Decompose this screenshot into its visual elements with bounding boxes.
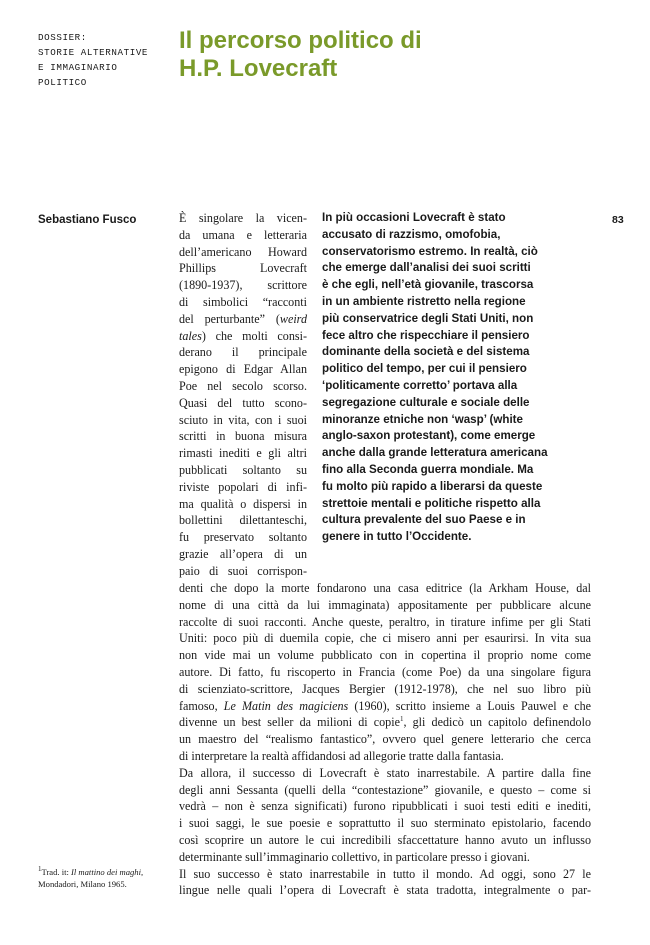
title-line: Il percorso politico di (179, 27, 422, 54)
body-line: grazie all’opera di un (179, 546, 307, 561)
lead-line: fu molto più rapido a liberarsi da queste (322, 479, 543, 493)
body-line: nome di una città da lui immaginata) appositamente per pubblicare alcune (179, 597, 591, 612)
kicker-line: POLITICO (38, 77, 87, 88)
body-line: tales) che molti consi- (179, 328, 307, 343)
body-line: così scoprire un autore le cui incredibili sfaccettature hanno avuto un influsso (179, 832, 591, 847)
body-line: i suoi saggi, le sue poesie e soprattutto il suo sterminato epistolario, facendo (179, 816, 591, 831)
body-line: pubblicati soltanto su (179, 462, 307, 477)
body-line: di interpretare la realtà affidandosi ad allegorie tratte dalla fantasia. (179, 748, 504, 763)
footnote-ref: 1 (399, 715, 404, 724)
footnote-line: Mondadori, Milano 1965. (38, 879, 127, 889)
section-kicker (38, 30, 173, 90)
lead-line: cultura prevalente del suo Paese e in (322, 513, 526, 527)
lead-line: dominante della società e del sistema (322, 345, 530, 359)
footnote (38, 866, 173, 890)
body-line: un maestro del “realismo fantastico”, ovvero quel genere letterario che cerca (179, 732, 591, 747)
body-line: dell’americano Howard (179, 244, 307, 259)
body-line: epigono di Edgar Allan (179, 362, 307, 377)
lead-line: anche dalla grande letteratura americana (322, 446, 548, 460)
lead-line: genere in tutto l’Occidente. (322, 530, 472, 544)
body-line: di scienziato-scrittore, Jacques Bergier (1912-1978), che nel suo libro più (179, 681, 591, 696)
body-line: (1890-1937), scrittore (179, 278, 307, 293)
body-line: divenne un best seller da milioni di copie$^1$, gli dedicò un capitolo definendolo (179, 715, 591, 730)
body-line: vedrà – non è senza significati) furono ripubblicati i suoi testi editi e inediti, (179, 799, 591, 814)
body-line: lingue nelle quali l’opera di Lovecraft è stata tradotta, integralmente o par- (179, 883, 591, 898)
body-line: fu preservato soltanto (179, 530, 307, 545)
body-line: Da allora, il successo di Lovecraft è stato inarrestabile. A partire dalla fine (179, 765, 591, 780)
body-column-narrow (179, 210, 307, 580)
body-line: È singolare la vicen- (179, 211, 307, 225)
body-line: Uniti: poco più di duemila copie, che ci misero anni per esaurirsi. In vita sua (179, 631, 591, 646)
lead-line: strettoie mentali e politiche rispetto alla (322, 496, 541, 510)
body-column-wide (179, 580, 591, 899)
author-name: Sebastiano Fusco (38, 214, 137, 226)
body-line: Il suo successo è stato inarrestabile in tutto il mondo. Ad oggi, sono 27 le (179, 866, 591, 881)
body-line: di simbolici “racconti (179, 294, 307, 309)
body-line: raccolte di suoi racconti. Anche queste, peraltro, in tirature infime per gli Stati (179, 614, 591, 629)
body-line: bollettini dilettanteschi, (179, 513, 307, 528)
lead-line: più conservatrice degli Stati Uniti, non (322, 311, 534, 325)
lead-paragraph (322, 210, 592, 546)
body-line: scritti in buona misura (179, 429, 307, 444)
lead-line: minoranze etniche non ‘wasp’ (white (322, 412, 523, 426)
body-line: non vide mai un volume pubblicato con in copertina il proprio nome come (179, 648, 591, 663)
body-line: da umana e letteraria (179, 227, 307, 242)
body-line: Quasi del tutto scono- (179, 395, 307, 410)
body-line: Phillips Lovecraft (179, 261, 307, 276)
lead-line: ‘politicamente corretto’ portava alla (322, 378, 518, 392)
body-line: derano il principale (179, 345, 307, 360)
kicker-line: E IMMAGINARIO (38, 62, 118, 73)
page-number: 83 (612, 214, 624, 226)
body-line: riviste popolari di infi- (179, 479, 307, 494)
body-line: degli anni Sessanta (quelli della “contestazione” giovanile, e questo – come si (179, 782, 591, 797)
lead-line: fece altro che rispecchiare il pensiero (322, 328, 530, 342)
lead-line: in un ambiente ristretto nella regione (322, 294, 526, 308)
body-line: denti che dopo la morte fondarono una casa editrice (la Arkham House, dal (179, 581, 591, 595)
footnote-line: $^1$Trad. it: Il mattino dei maghi, (38, 865, 144, 877)
lead-line: segregazione culturale e sociale delle (322, 395, 530, 409)
body-line: Poe nel secolo scorso. (179, 378, 307, 393)
kicker-line: STORIE ALTERNATIVE (38, 47, 149, 58)
body-line: autore. Di fatto, fu riscoperto in Francia (come Poe) da una singolare figura (179, 664, 591, 679)
body-line: famoso, Le Matin des magiciens (1960), scritto insieme a Louis Pauwel e che (179, 698, 591, 713)
lead-line: che emerge dall’analisi dei suoi scritti (322, 261, 531, 275)
lead-line: conservatorismo estremo. In realtà, ciò (322, 244, 538, 258)
lead-line: In più occasioni Lovecraft è stato (322, 211, 506, 224)
body-line: rimasti inediti e gli altri (179, 446, 307, 461)
body-line: paio di suoi corrispon- (179, 563, 307, 578)
body-line: sciuto in vita, con i suoi (179, 412, 307, 427)
body-line: del perturbante” (weird (179, 311, 307, 326)
body-line: determinante sull’immaginario collettivo, in particolare presso i giovani. (179, 849, 530, 864)
title-line: H.P. Lovecraft (179, 55, 338, 82)
lead-line: è che egli, nell’età giovanile, trascorsa (322, 278, 534, 292)
lead-line: accusato di razzismo, omofobia, (322, 227, 501, 241)
body-line: ma qualità o dispersi in (179, 496, 307, 511)
article-title (179, 27, 619, 83)
kicker-line: DOSSIER: (38, 32, 87, 43)
lead-line: politico del tempo, per cui il pensiero (322, 362, 527, 376)
lead-line: anglo-saxon protestant), come emerge (322, 429, 536, 443)
lead-line: fino alla Seconda guerra mondiale. Ma (322, 462, 534, 476)
